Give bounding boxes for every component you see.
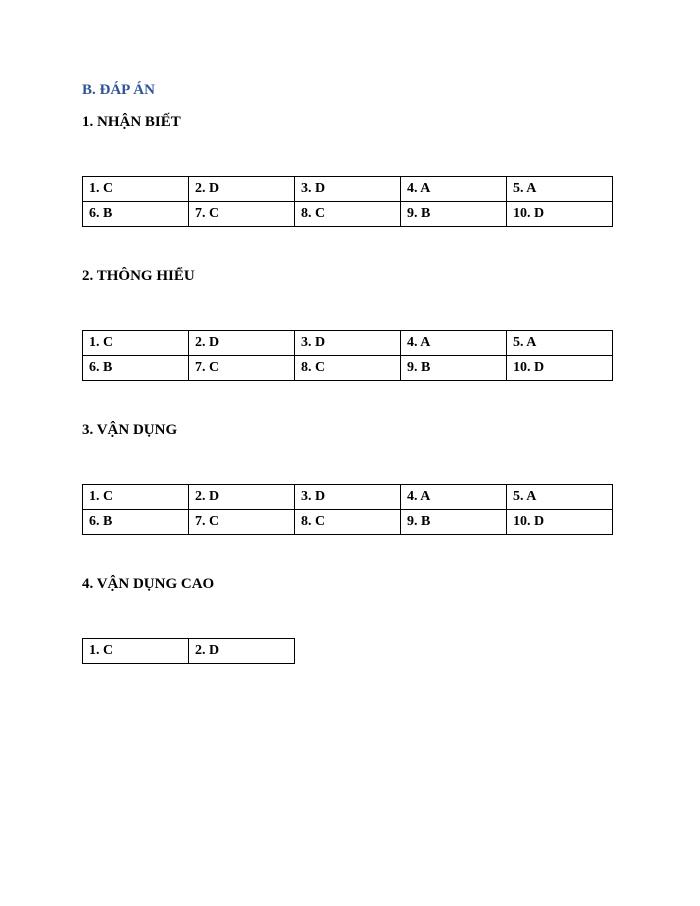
answer-cell: 6. B	[83, 202, 189, 227]
table-row	[83, 639, 295, 664]
answer-cell: 7. C	[189, 202, 295, 227]
answer-cell: 8. C	[295, 202, 401, 227]
section-title-van-dung-cao: 4. VẬN DỤNG CAO	[82, 576, 215, 592]
answer-table-van-dung-cao	[82, 638, 295, 664]
answer-cell: 2. D	[189, 331, 295, 356]
answer-cell: 9. B	[401, 356, 507, 381]
table-row	[83, 510, 613, 535]
answer-cell: 8. C	[295, 510, 401, 535]
answer-cell: 2. D	[189, 485, 295, 510]
answer-cell: 1. C	[83, 331, 189, 356]
answer-cell: 5. A	[507, 485, 613, 510]
answer-cell: 7. C	[189, 510, 295, 535]
answer-cell: 9. B	[401, 510, 507, 535]
answer-cell: 10. D	[507, 202, 613, 227]
table-row	[83, 177, 613, 202]
answer-cell: 4. A	[401, 177, 507, 202]
answers-heading: B. ĐÁP ÁN	[82, 82, 155, 98]
answer-cell: 3. D	[295, 331, 401, 356]
answer-cell: 2. D	[189, 639, 295, 664]
table-row	[83, 485, 613, 510]
answer-cell: 7. C	[189, 356, 295, 381]
answer-cell: 1. C	[83, 485, 189, 510]
answer-cell: 9. B	[401, 202, 507, 227]
section-title-van-dung: 3. VẬN DỤNG	[82, 422, 178, 438]
table-row	[83, 331, 613, 356]
answer-cell: 1. C	[83, 639, 189, 664]
table-row	[83, 356, 613, 381]
section-title-thong-hieu: 2. THÔNG HIỂU	[82, 268, 195, 284]
answer-cell: 6. B	[83, 356, 189, 381]
answer-cell: 4. A	[401, 331, 507, 356]
answer-cell: 4. A	[401, 485, 507, 510]
answer-cell: 10. D	[507, 356, 613, 381]
answer-table-nhan-biet	[82, 176, 613, 227]
table-row	[83, 202, 613, 227]
answer-cell: 2. D	[189, 177, 295, 202]
answer-cell: 5. A	[507, 177, 613, 202]
answer-cell: 1. C	[83, 177, 189, 202]
section-title-nhan-biet: 1. NHẬN BIẾT	[82, 114, 181, 130]
answer-cell: 3. D	[295, 177, 401, 202]
answer-cell: 8. C	[295, 356, 401, 381]
answer-table-van-dung	[82, 484, 613, 535]
answer-cell: 3. D	[295, 485, 401, 510]
answer-cell: 5. A	[507, 331, 613, 356]
answer-cell: 10. D	[507, 510, 613, 535]
answer-cell: 6. B	[83, 510, 189, 535]
answer-table-thong-hieu	[82, 330, 613, 381]
